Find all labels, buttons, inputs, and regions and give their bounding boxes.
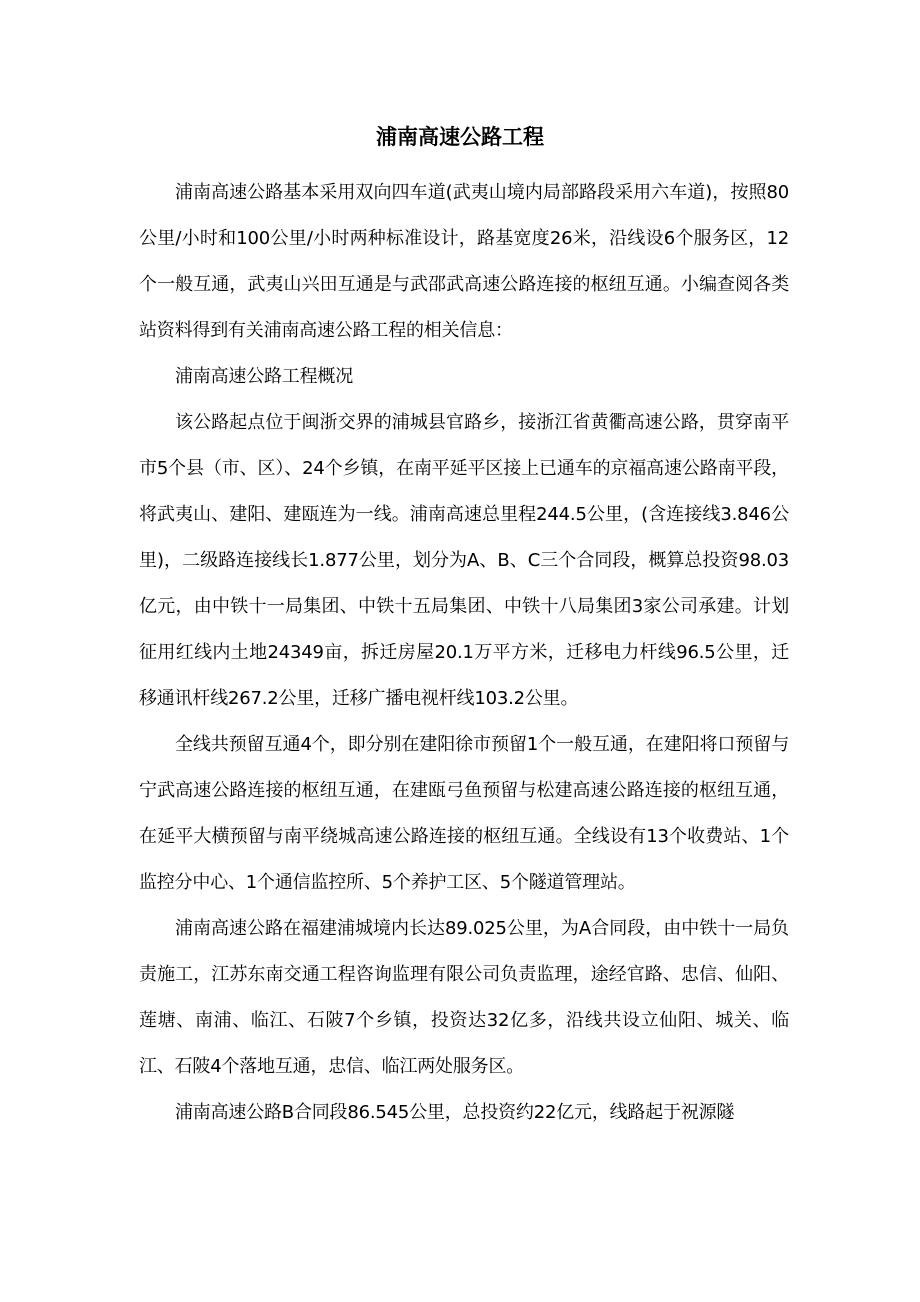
paragraph-section-heading: 浦南高速公路工程概况 xyxy=(175,366,353,387)
paragraph-section-b: 浦南高速公路B合同段86.545公里，总投资约22亿元，线路起于祝源隧 xyxy=(175,1102,735,1123)
paragraph-overview: 该公路起点位于闽浙交界的浦城县官路乡，接浙江省黄衢高速公路，贯穿南平市5个县（市、区）、24个乡镇，在南平延平区接上已通车的京福高速公路南平段，将武夷山、建阳、建瓯连为一线。浦南高速总里程244.5公里，(含连接线3.846公里)，二级路连接线长1.877公里，划分为A、B、C三个合同段，概算总投资98.03亿元，由中铁十一局集团、中铁十五局集团、中铁十八局集团3家公司承建。计划征用红线内土地24349亩，拆迁房屋20.1万平方米，迁移电力杆线96.5公里，迁移通讯杆线267.2公里，迁移广播电视杆线103.2公里。 xyxy=(139,412,789,709)
document-title: 浦南高速公路工程 xyxy=(376,125,544,149)
paragraph-intro: 浦南高速公路基本采用双向四车道(武夷山境内局部路段采用六车道)，按照80公里/小时和100公里/小时两种标准设计，路基宽度26米，沿线设6个服务区，12个一般互通，武夷山兴田互通是与武邵武高速公路连接的枢纽互通。小编查阅各类站资料得到有关浦南高速公路工程的相关信息： xyxy=(139,182,789,341)
paragraph-section-a: 浦南高速公路在福建浦城境内长达89.025公里，为A合同段，由中铁十一局负责施工，江苏东南交通工程咨询监理有限公司负责监理，途经官路、忠信、仙阳、莲塘、南浦、临江、石陂7个乡镇，投资达32亿多，沿线共设立仙阳、城关、临江、石陂4个落地互通，忠信、临江两处服务区。 xyxy=(139,918,789,1077)
document-body xyxy=(139,170,789,1136)
paragraph-interchanges: 全线共预留互通4个，即分别在建阳徐市预留1个一般互通，在建阳将口预留与宁武高速公路连接的枢纽互通，在建瓯弓鱼预留与松建高速公路连接的枢纽互通，在延平大横预留与南平绕城高速公路连接的枢纽互通。全线设有13个收费站、1个监控分中心、1个通信监控所、5个养护工区、5个隧道管理站。 xyxy=(139,734,789,893)
